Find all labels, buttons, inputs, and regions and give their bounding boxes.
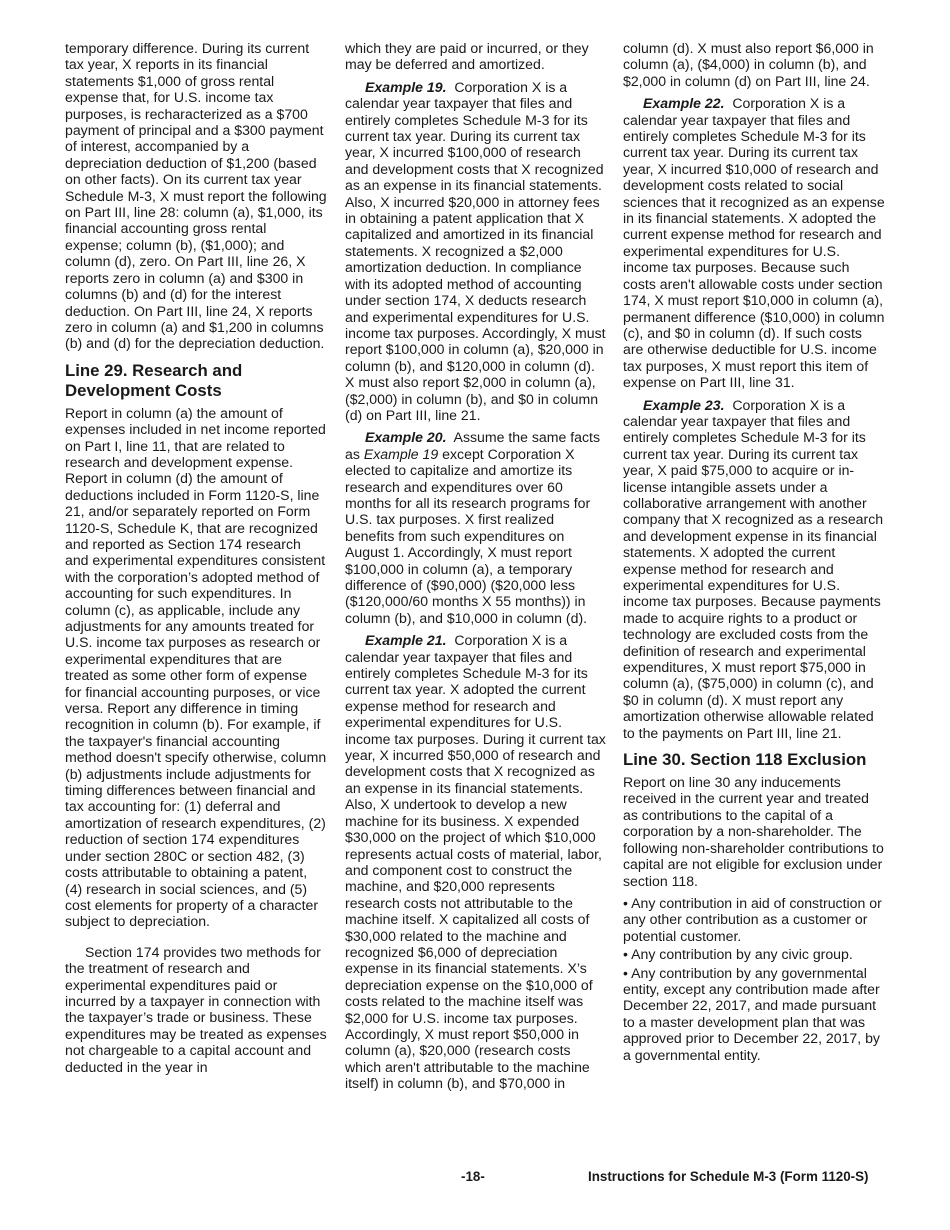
paragraph-paid-or-incurred: which they are paid or incurred, or they may be deferred and amortized. — [345, 40, 589, 73]
example-21 — [345, 632, 607, 1091]
example-19-label: Example 19. — [365, 78, 447, 95]
bullet-icon: • — [623, 964, 628, 981]
example-22 — [623, 95, 885, 390]
example-20 — [345, 429, 607, 626]
column-right — [623, 40, 885, 1065]
example-22-text: Corporation X is a calendar year taxpayer that files and entirely completes Schedule M-3 for its current tax year. During its current tax year, X incurred $10,000 of research and development costs related to social sciences that it recognized as an expense in its financial statements. X adopted the current expense method for research and experimental expenditures for U.S. income tax purposes. Because such costs aren't allowable costs under section 174, X must report $10,000 in column (a), permanent difference ($10,000) in column (c), and $0 in column (d). If such costs are otherwise deductible for U.S. income tax purposes, X must report this item of expense on Part III, line 31. — [623, 95, 885, 391]
heading-line-30: Line 30. Section 118 Exclusion — [623, 750, 867, 770]
page-number: -18- — [461, 1169, 485, 1184]
bullet-item — [623, 965, 885, 1063]
paragraph-section-174: Section 174 provides two methods for the treatment of research and experimental expenditures paid or incurred by a taxpayer in connection with the taxpayer’s trade or business. These expenditures may be treated as expenses not chargeable to a capital account and deducted in the year in — [65, 943, 327, 1075]
example-20-text-post: except Corporation X elected to capitalize and amortize its research and expenditures over 60 months for all its research programs for U.S. tax purposes. X first realized benefits from such expenditures on August 1. Accordingly, X must report $100,000 in column (a), a temporary difference of ($90,000) ($20,000 less ($120,000/60 months X 55 months)) in column (b), and $10,000 in column (d). — [345, 445, 591, 626]
heading-line-29: Line 29. Research and Development Costs — [65, 360, 243, 400]
bullet-text: Any contribution by any civic group. — [631, 946, 853, 963]
bullet-text: Any contribution by any governmental entity, except any contribution made after December 22, 2017, and made pursuant to a master development plan that was approved prior to December 22, 2017, by a governmental entity. — [623, 964, 880, 1063]
example-23 — [623, 397, 885, 742]
example-21-text: Corporation X is a calendar year taxpayer that files and entirely completes Schedule M-3 for its current tax year. X adopted the current expense method for research and experimental expenditures for U.S. income tax purposes. During it current tax year, X incurred $50,000 of research and development costs that X recognized as an expense in its financial statements. Also, X undertook to develop a new machine for its business. X expended $30,000 on the project of which $10,000 represents actual costs of material, labor, and component cost to construct the machine, and $20,000 represents research costs not attributable to the machine itself. X capitalized all costs of $30,000 related to the machine and recognized $6,000 of depreciation expense in its financial statements. X’s depreciation expense on the $10,000 of costs related to the machine itself was $2,000 for U.S. income tax purposes. Accordingly, X must report $50,000 in column (a), $20,000 (research costs which aren't attributable to the machine itself) in column (b), and $70,000 in — [345, 632, 606, 1092]
paragraph-temporary-difference: temporary difference. During its current tax year, X reports in its financial statements $1,000 of gross rental expense that, for U.S. income tax purposes, is recharacterized as a $700 payment of principal and a $300 payment of interest, accompanied by a depreciation deduction of $1,200 (based on other facts). On its current tax year Schedule M-3, X must report the following on Part III, line 28: column (a), $1,000, its financial accounting gross rental expense; column (b), ($1,000); and column (d), zero. On Part III, line 26, X reports zero in column (a) and $300 in columns (b) and (d) for the interest deduction. On Part III, line 24, X reports zero in column (a) and $1,200 in columns (b) and (d) for the depreciation deduction. — [65, 40, 327, 352]
bullet-icon: • — [623, 894, 628, 911]
paragraph-line-30-intro: Report on line 30 any inducements received in the current year and treated as contributions to the capital of a corporation by a non-shareholder. The following non-shareholder contributions to capital are not eligible for exclusion under section 118. — [623, 774, 884, 889]
example-23-label: Example 23. — [643, 396, 725, 413]
example-20-label: Example 20. — [365, 429, 447, 446]
paragraph-column-d-continued: column (d). X must also report $6,000 in column (a), ($4,000) in column (b), and $2,000 in column (d) on Part III, line 24. — [623, 40, 874, 89]
bullet-item — [623, 946, 885, 962]
example-21-label: Example 21. — [365, 632, 447, 649]
example-22-label: Example 22. — [643, 95, 725, 112]
column-left — [65, 40, 327, 1081]
example-19 — [345, 79, 607, 424]
column-middle — [345, 40, 607, 1098]
paragraph-line-29-intro: Report in column (a) the amount of expenses included in net income reported on Part I, line 11, that are related to research and development expense. Report in column (d) the amount of deductions included in Form 1120-S, line 21, and/or separately reported on Form 1120-S, Schedule K, that are recognized and reported as Section 174 research and experimental expenditures consistent with the corporation’s adopted method of accounting for such expenditures. In column (c), as applicable, include any adjustments for any amounts treated for U.S. income tax purposes as research or experimental expenditures that are treated as some other form of expense for financial accounting purposes, or vice versa. Report any difference in timing recognition in column (b). For example, if the taxpayer's financial accounting method doesn't specify otherwise, column (b) adjustments include adjustments for timing differences between financial and tax accounting for: (1) deferral and amortization of research expenditures, (2) reduction of section 174 expenditures under section 280C or section 482, (3) costs attributable to obtaining a patent, (4) research in social sciences, and (5) cost elements for property of a character subject to depreciation. — [65, 404, 327, 930]
page-footer — [0, 1169, 950, 1189]
example-20-text-pre: Assume the same facts as — [345, 429, 601, 462]
example-20-reference: Example 19 — [363, 445, 439, 462]
bullet-item — [623, 895, 885, 944]
footer-title: Instructions for Schedule M-3 (Form 1120-S) — [588, 1169, 869, 1184]
bullet-icon: • — [623, 946, 628, 963]
bullet-text: Any contribution in aid of construction or any other contribution as a customer or potential customer. — [623, 894, 882, 944]
example-23-text: Corporation X is a calendar year taxpayer that files and entirely completes Schedule M-3 for its current tax year. During its current tax year, X paid $75,000 to acquire or in-license intangible assets under a collaborative arrangement with another company that X recognized as a research and development expense in its financial statements. X adopted the current expense method for research and experimental expenditures for U.S. income tax purposes. Because payments made to acquire rights to a product or technology are excluded costs from the definition of research and experimental expenditures, X must report $75,000 in column (a), ($75,000) in column (c), and $0 in column (d). X must report any amortization otherwise allowable related to the payments on Part III, line 21. — [623, 396, 884, 741]
example-19-text: Corporation X is a calendar year taxpayer that files and entirely completes Schedule M-3 for its current tax year. During its current tax year, X incurred $100,000 of research and development costs that X recognized as an expense in its financial statements. Also, X incurred $20,000 in attorney fees in obtaining a patent application that X capitalized and amortized in its financial statements. X recognized a $2,000 amortization deduction. In compliance with its adopted method of accounting under section 174, X deducts research and experimental expenditures for U.S. income tax purposes. Accordingly, X must report $100,000 in column (a), $20,000 in column (b), and $120,000 in column (d). X must also report $2,000 in column (a), ($2,000) in column (b), and $0 in column (d) on Part III, line 21. — [345, 78, 606, 423]
